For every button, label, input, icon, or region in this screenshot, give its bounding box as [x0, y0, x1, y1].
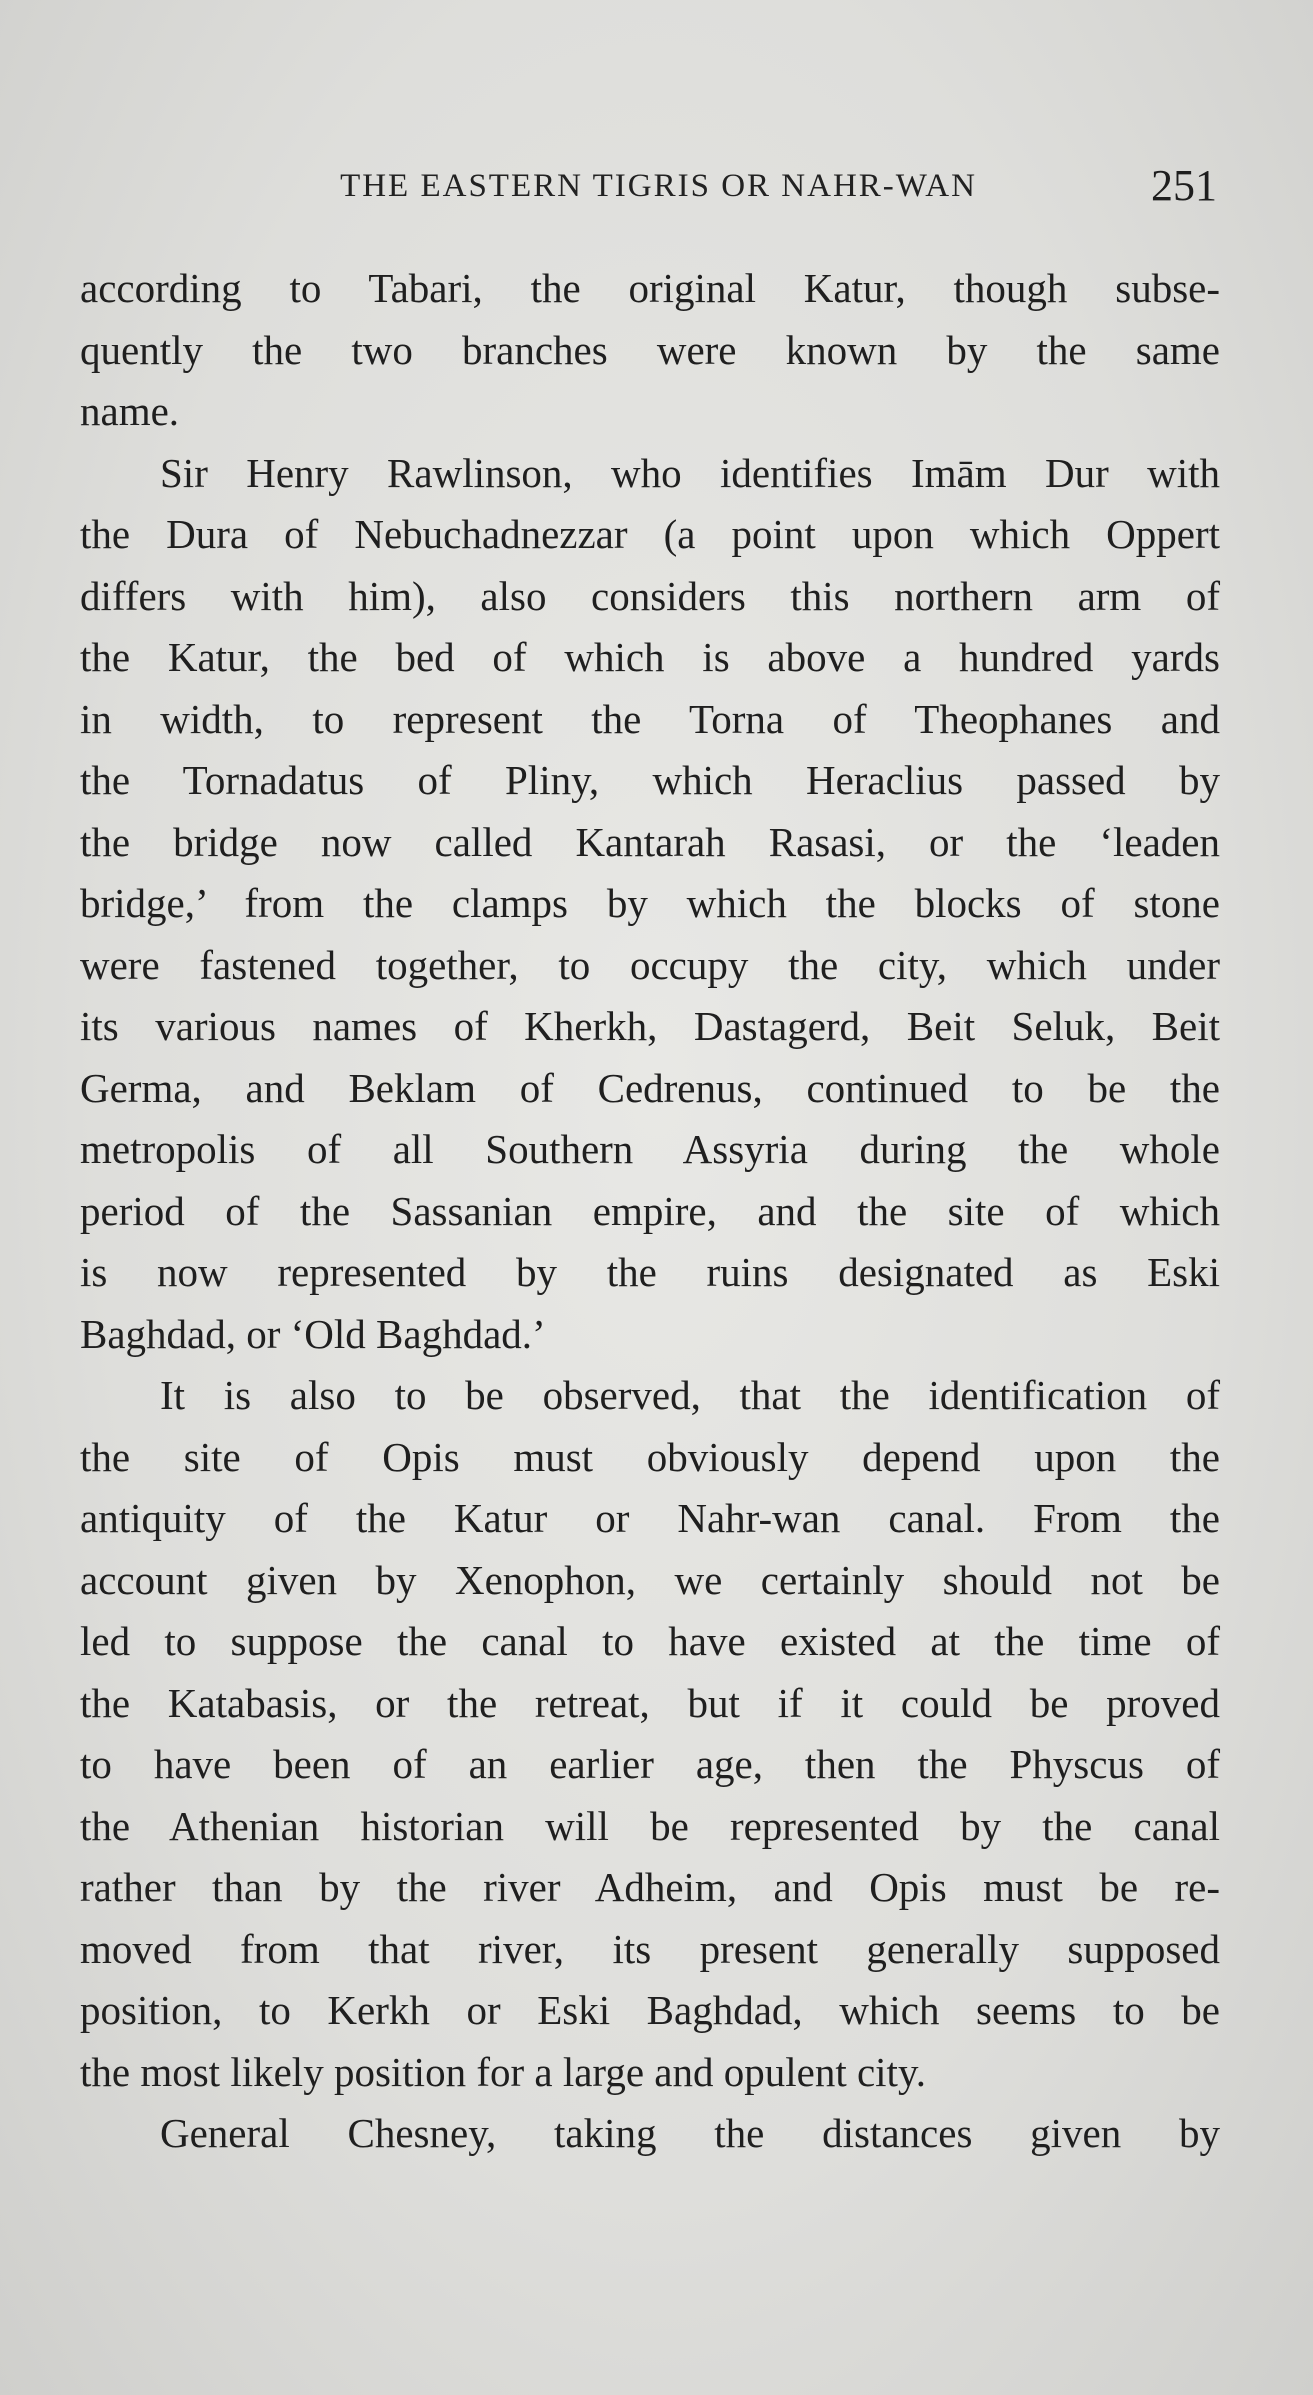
- text-line: Sir Henry Rawlinson, who identifies Imām Dur with: [160, 449, 1220, 496]
- text-line: the Dura of Nebuchadnezzar (a point upon which Oppert: [80, 511, 1220, 557]
- text-line: Baghdad, or ‘Old Baghdad.’: [80, 1310, 546, 1357]
- text-line: differs with him), also considers this northern arm of: [80, 572, 1220, 619]
- text-line: General Chesney, taking the distances given by: [160, 2110, 1220, 2156]
- text-line: the bridge now called Kantarah Rasasi, or the ‘leaden: [80, 818, 1220, 865]
- text-line: the site of Opis must obviously depend upon the: [80, 1433, 1220, 1480]
- text-line: to have been of an earlier age, then the Physcus of: [80, 1741, 1220, 1787]
- text-line: in width, to represent the Torna of Theophanes and: [80, 695, 1220, 742]
- text-line: period of the Sassanian empire, and the site of which: [80, 1187, 1220, 1234]
- text-line: name.: [80, 388, 180, 434]
- text-line: rather than by the river Adheim, and Opis must be re-: [80, 1864, 1220, 1910]
- text-line: antiquity of the Katur or Nahr-wan canal. From the: [80, 1495, 1220, 1541]
- text-line: Germa, and Beklam of Cedrenus, continued to be the: [80, 1064, 1220, 1111]
- text-line: its various names of Kherkh, Dastagerd, Beit Seluk, Beit: [80, 1003, 1220, 1049]
- text-line: is now represented by the ruins designated as Eski: [80, 1249, 1220, 1295]
- text-line: bridge,’ from the clamps by which the blocks of stone: [80, 880, 1220, 926]
- running-title: THE EASTERN TIGRIS OR NAHR-WAN: [340, 168, 977, 204]
- text-line: the Katur, the bed of which is above a hundred yards: [80, 634, 1220, 680]
- text-line: moved from that river, its present generally supposed: [80, 1925, 1220, 1972]
- text-line: led to suppose the canal to have existed at the time of: [80, 1618, 1220, 1664]
- text-line: quently the two branches were known by the same: [80, 326, 1220, 373]
- page-number: 251: [1151, 161, 1217, 210]
- text-line: It is also to be observed, that the identification of: [160, 1372, 1220, 1418]
- text-line: metropolis of all Southern Assyria during the whole: [80, 1126, 1220, 1172]
- text-line: were fastened together, to occupy the city, which under: [80, 941, 1220, 988]
- running-head: [80, 160, 1217, 210]
- text-line: the Athenian historian will be represented by the canal: [80, 1802, 1220, 1849]
- body-text: [80, 258, 1220, 2165]
- text-line: account given by Xenophon, we certainly should not be: [80, 1556, 1220, 1603]
- text-line: the Tornadatus of Pliny, which Heraclius passed by: [80, 757, 1220, 803]
- text-line: the most likely position for a large and opulent city.: [80, 2048, 927, 2095]
- text-line: position, to Kerkh or Eski Baghdad, which seems to be: [80, 1987, 1220, 2033]
- text-line: the Katabasis, or the retreat, but if it could be proved: [80, 1679, 1220, 1726]
- text-line: according to Tabari, the original Katur, though subse-: [80, 265, 1220, 311]
